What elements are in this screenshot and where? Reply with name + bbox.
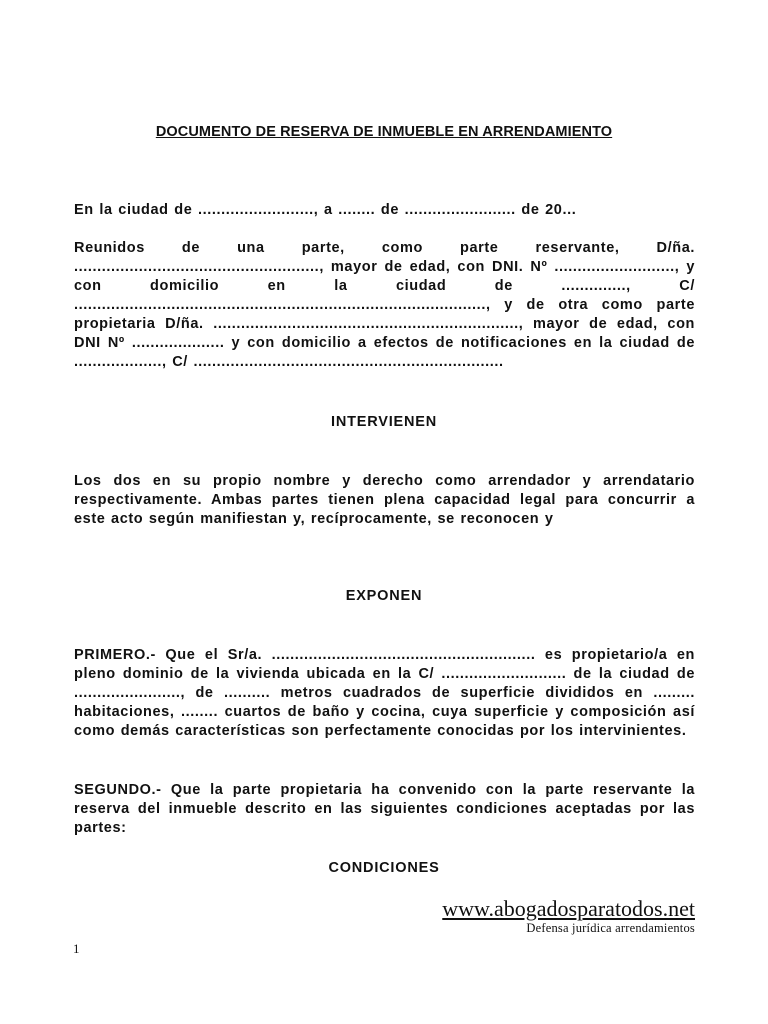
section-heading-condiciones: CONDICIONES [328,860,440,876]
document-title: DOCUMENTO DE RESERVA DE INMUEBLE EN ARRENDAMIENTO [155,124,613,140]
footer-tagline: Defensa jurídica arrendamientos [526,921,695,935]
section-heading-intervienen: INTERVIENEN [330,414,438,430]
parties-paragraph: Reunidos de una parte, como parte reservante, D/ña. ....................................................., mayor de edad, con DNI. Nº .........................., y con domicilio en la ciudad de .............., C/ ........................................................................................., y de otra como parte propietaria D/ña. .................................................................., mayor de edad, con DNI Nº .................... y con domicilio a efectos de notificaciones en la ciudad de ..................., C/ ................................................................... [74,240,695,370]
section-heading-exponen: EXPONEN [345,588,423,604]
segundo-paragraph: SEGUNDO.- Que la parte propietaria ha convenido con la parte reservante la reserva del inmueble descrito en las siguientes condiciones aceptadas por las partes: [74,782,695,836]
primero-paragraph: PRIMERO.- Que el Sr/a. ......................................................... es propietario/a en pleno dominio de la vivienda ubicada en la C/ ........................... de la ciudad de ......................., de .......... metros cuadrados de superficie divididos en ......... habitaciones, ........ cuartos de baño y cocina, cuya superficie y composición así como demás características son perfectamente conocidas por los intervinientes. [74,647,695,739]
intervienen-paragraph: Los dos en su propio nombre y derecho como arrendador y arrendatario respectivamente. Ambas partes tienen plena capacidad legal para concurrir a este acto según manifiestan y, recíprocamente, se reconocen y [74,473,695,527]
footer-website-link[interactable]: www.abogadosparatodos.net [442,896,695,921]
page-number: 1 [73,941,80,956]
intro-line: En la ciudad de ........................., a ........ de ........................ de 20... [74,202,577,218]
